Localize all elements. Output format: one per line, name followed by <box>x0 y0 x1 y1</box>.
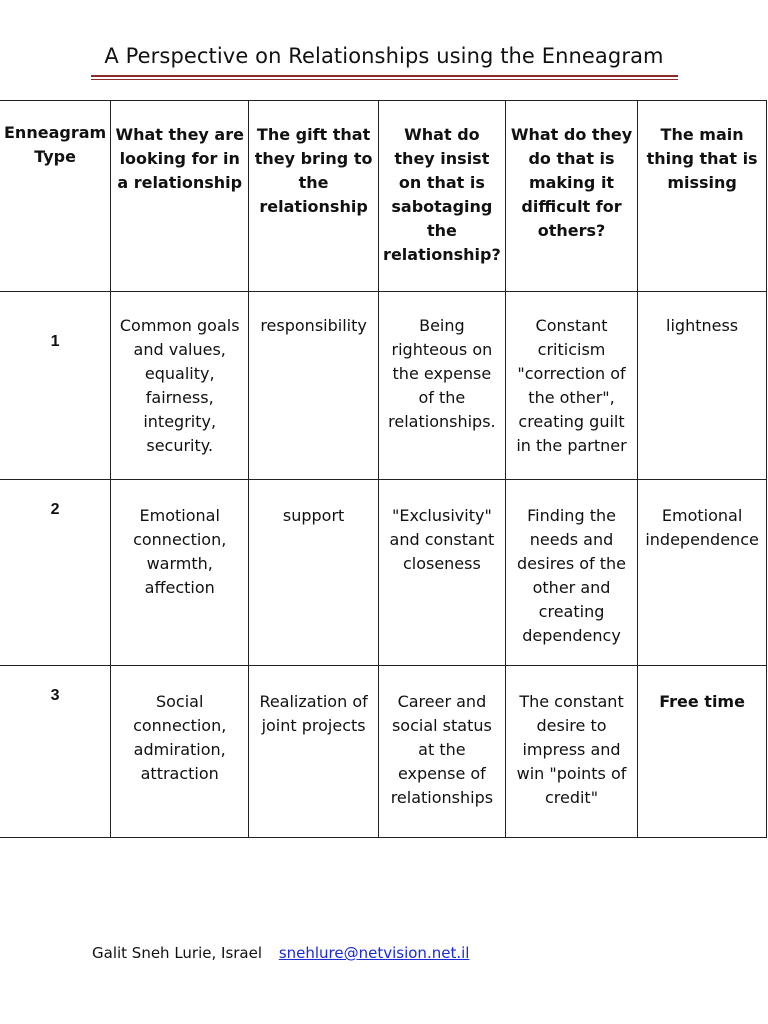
title-underline-thin <box>91 79 678 80</box>
column-header-label: The main thing that is missing <box>646 125 758 192</box>
enneagram-table <box>0 100 767 838</box>
column-header <box>505 101 637 292</box>
insist-cell: Career and social status at the expense of relationships <box>378 666 505 838</box>
email-link[interactable]: snehlure@netvision.net.il <box>278 944 470 962</box>
type-number: 3 <box>0 666 111 838</box>
gift-cell: Realization of joint projects <box>249 666 379 838</box>
gift-cell: support <box>249 480 379 666</box>
page-title: A Perspective on Relationships using the Enneagram <box>104 44 664 68</box>
column-header <box>249 101 379 292</box>
column-header-label: What do they do that is making it difficult for others? <box>510 125 633 240</box>
missing-cell: lightness <box>638 292 767 480</box>
column-header-label: The gift that they bring to the relationship <box>254 125 373 216</box>
looking-for-cell: Social connection, admiration, attraction <box>111 666 249 838</box>
difficult-cell: The constant desire to impress and win "points of credit" <box>505 666 637 838</box>
column-header <box>0 101 111 292</box>
table-header-row <box>0 101 767 292</box>
type-number: 2 <box>0 480 111 666</box>
insist-cell: "Exclusivity" and constant closeness <box>378 480 505 666</box>
column-header <box>111 101 249 292</box>
insist-cell: Being righteous on the expense of the relationships. <box>378 292 505 480</box>
table-row <box>0 292 767 480</box>
column-header <box>638 101 767 292</box>
column-header-label: What they are looking for in a relationship <box>115 125 244 192</box>
footer <box>92 944 469 962</box>
looking-for-cell: Common goals and values, equality, fairness, integrity, security. <box>111 292 249 480</box>
author-credit: Galit Sneh Lurie, Israel <box>92 944 263 962</box>
table-row <box>0 480 767 666</box>
table-row <box>0 666 767 838</box>
column-header-label: What do they insist on that is sabotaging the relationship? <box>383 125 501 264</box>
looking-for-cell: Emotional connection, warmth, affection <box>111 480 249 666</box>
gift-cell: responsibility <box>249 292 379 480</box>
missing-cell: Free time <box>638 666 767 838</box>
column-header <box>378 101 505 292</box>
missing-cell: Emotional independence <box>638 480 767 666</box>
column-header-label: Enneagram Type <box>4 123 107 166</box>
type-number: 1 <box>0 292 111 480</box>
title-underline <box>91 75 678 77</box>
difficult-cell: Finding the needs and desires of the other and creating dependency <box>505 480 637 666</box>
difficult-cell: Constant criticism "correction of the other", creating guilt in the partner <box>505 292 637 480</box>
